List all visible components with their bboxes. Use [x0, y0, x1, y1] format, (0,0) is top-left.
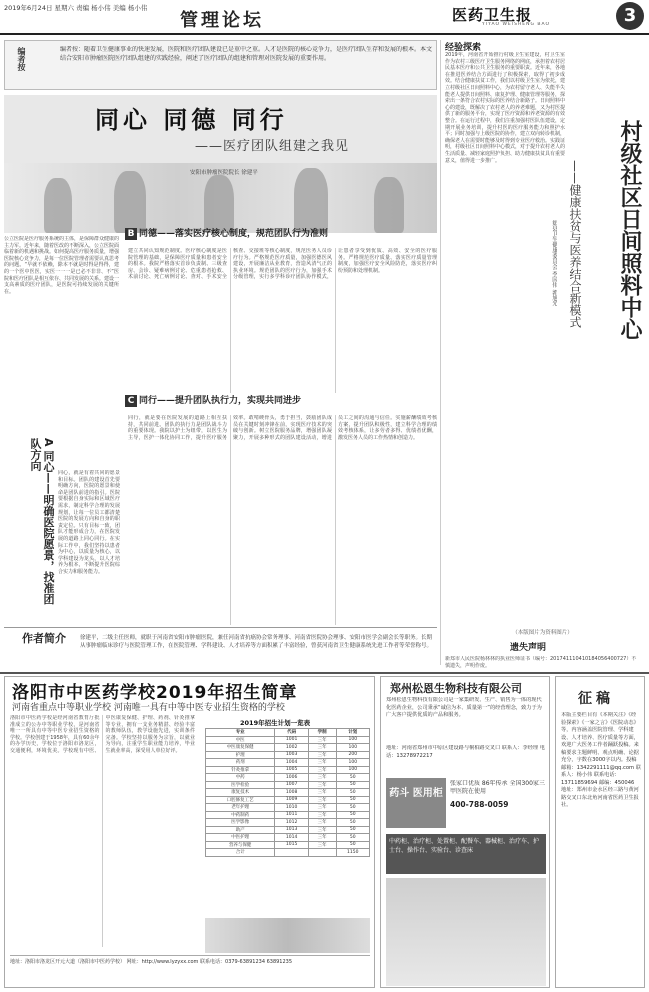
table-row [206, 781, 370, 789]
table-cell: 三年 [308, 766, 336, 774]
enrollment-plan-title: 2019年招生计划一览表 [240, 719, 311, 727]
masthead-date: 2019年6月24日 星期六 责编 杨小伟 美编 杨小伟 [4, 4, 148, 12]
headline-sub: ——医疗团队组建之我见 [195, 139, 350, 154]
call-for-papers-text: 本版主要栏目有《本期关注》《经验探索》《一家之言》《医院动态》等，内容涵盖医院管理、学科建设、人才培养、医疗质量等方面，欢迎广大医务工作者踊跃投稿。来稿要求主题鲜明、观点明确、论据充分，字数在3000字以内。投稿邮箱：1342291111@qq.com 联系人：杨小伟 联系电话：13711859694 邮编：450046 地址：郑州市金水区经三路与黄河路交叉口东北角河南省医药卫生报社。 [561, 712, 641, 808]
newspaper-logo-en: YIYAO WEISHENG BAO [482, 22, 551, 27]
table-cell: 50 [336, 796, 369, 804]
school-campus-photo [205, 918, 370, 953]
table-cell: 1013 [275, 826, 308, 834]
table-row [206, 789, 370, 797]
table-cell: 三年 [308, 774, 336, 782]
table-cell: 1014 [275, 834, 308, 842]
company-slogan: 张家口优质 86年传承 全国300家三甲医院在使用 [450, 780, 545, 795]
table-cell: 1015 [275, 841, 308, 849]
enrollment-plan-table [205, 728, 370, 916]
table-cell: 50 [336, 841, 369, 849]
table-header: 计划 [336, 729, 369, 737]
table-header: 代码 [275, 729, 308, 737]
table-cell: 1010 [275, 804, 308, 812]
section-a-title: A 同心——明确医院愿景，找准团队方向 [29, 438, 55, 605]
table-cell: 中药制药 [206, 811, 275, 819]
table-header: 专业 [206, 729, 275, 737]
table-header: 学制 [308, 729, 336, 737]
table-cell: 医学影像 [206, 819, 275, 827]
table-cell: 50 [336, 826, 369, 834]
table-cell: 1008 [275, 789, 308, 797]
company-products: 中药柜、治疗柜、处置柜、配餐车、器械柜、治疗车、护士台、操作台、实验台、诊查床 [386, 834, 546, 874]
author-label: 作者简介 [22, 632, 66, 645]
call-for-papers-title: 征稿 [578, 691, 614, 707]
section-c-title: 同行——提升团队执行力，实现共同进步 [139, 396, 302, 406]
company-ad-title: 郑州松恩生物科技有限公司 [390, 682, 522, 695]
table-cell: 1002 [275, 744, 308, 752]
table-cell: 50 [336, 781, 369, 789]
table-cell: 护理 [206, 751, 275, 759]
editor-note-text: 编者按：随着卫生健康事业的快速发展，医院和医疗团队建设已是重中之重。人才是医院的核心竞争力，是医疗团队生存和发展的根本。本文结合安阳市肿瘤医院医疗团队组建的实践经验，阐述了医疗团队的组建和管理对医院发展的重要作用。 [60, 46, 432, 62]
table-cell: 100 [336, 736, 369, 744]
ad-divider [0, 672, 649, 674]
section-title: 管理论坛 [180, 10, 264, 31]
table-cell: 50 [336, 819, 369, 827]
table-cell: 100 [336, 759, 369, 767]
column-divider [440, 40, 441, 665]
table-cell: 三年 [308, 759, 336, 767]
table-cell: 中医康复保健 [206, 744, 275, 752]
table-row [206, 796, 370, 804]
table-cell: 1004 [275, 759, 308, 767]
editor-note-tag: 编者按 [17, 47, 26, 71]
table-cell: 1005 [275, 766, 308, 774]
table-cell: 中医护理 [206, 834, 275, 842]
table-cell: 50 [336, 789, 369, 797]
table-cell: 1009 [275, 796, 308, 804]
section-c-heading [125, 393, 437, 411]
school-ad-title: 洛阳市中医药学校2019年招生简章 [12, 683, 298, 703]
table-cell: 三年 [308, 841, 336, 849]
table-cell: 三年 [308, 834, 336, 842]
table-cell: 三年 [308, 789, 336, 797]
article-intro: 公立医院是医疗服务系统的主体，是保障群众健康的主力军。近年来，随着医改的不断深入，公立医院面临着新的机遇和挑战。如何提高医疗服务质量，增强医院核心竞争力，是每一位医院管理者需要认真思考的问题。“早就不依赖，除本不就是时得是得得，建的一个医中医医，实医一一一是已必不非非、不”医院和医疗团队是相互依存、共同发展的关系。建设一支高素质的医疗团队，是医院可持续发展的关键所在。 [4, 236, 119, 295]
table-cell: 老年护理 [206, 804, 275, 812]
table-cell: 三年 [308, 736, 336, 744]
table-cell: 中医 [206, 736, 275, 744]
photo-caption: （本版图片为资料图片） [512, 630, 573, 636]
table-cell: 1001 [275, 736, 308, 744]
table-row [206, 804, 370, 812]
table-row [206, 841, 370, 849]
section-c-text: 同行，就是要在医院发展的道路上相互扶持，共同前进。团队的执行力是团队战斗力的重要体现。我院以护士为纽带，以医生为主导，医护一体化协同工作，提升医疗服务效率。敢啃硬骨头，勇于担当，鼓励团队成员在关键时刻冲锋在前，实现医疗技术的突破与创新。树立医院服务品牌，增强团队凝聚力，开展多种形式的团队建设活动，增进员工之间的沟通与信任。实施薪酬绩效考核方案，提升团队积极性，建立科学合理的绩效考核体系，让多劳者多得、优绩者优酬，激发医务人员的工作热情和创造力。 [128, 415, 437, 441]
section-b-heading [125, 226, 437, 244]
table-cell: 针灸推拿 [206, 766, 275, 774]
table-row [206, 826, 370, 834]
table-cell: 1150 [336, 849, 369, 857]
table-cell: 药剂 [206, 759, 275, 767]
section-b-title: 同德——落实医疗核心制度，规范团队行为准则 [139, 229, 329, 239]
section-a-text: 同心，就是有着共同的愿景和目标。团队的建设首先要明确方向，医院的愿景和使命是团队前进的指引。医院要根据自身实际和区域医疗需求，制定科学合理的发展规划，让每一位员工都清楚医院的发展方向和自身的职责定位。只有目标一致，团队才能形成合力，在医院发展的道路上同心同行。在实际工作中，我们坚持以患者为中心，以质量为核心，以学科建设为龙头，以人才培养为根本，不断提升医院综合实力和服务能力。 [58, 470, 120, 575]
section-b-text: 建立共同认知规范制度。医疗核心制度是医院管理的基础，是保障医疗质量和患者安全的根本。我院严格落实首诊负责制、三级查房、会诊、疑难病例讨论、危重患者抢救、术前讨论、死亡病例讨论、查对、手术安全核查、交接班等核心制度，规范医务人员诊疗行为。严格规范医疗质量，加强医德医风建设，开展廉洁从业教育，营造风清气正的执业环境。规范团队的医疗行为，加强手术分级管理，实行多学科诊疗团队协作模式，让患者享受到优质、高效、安全的医疗服务。严格规范医疗质量、落实医疗质量管理制度，加强医疗安全风险防范，落实医疗纠纷预防和处理机制。 [128, 248, 437, 281]
school-ad-footer: 地址：洛阳市洛龙区开元大道（洛阳市中医药学校） 网址：http://www.lyzyxx.com 联系电话：0379-63891234 63891235 [10, 955, 370, 985]
table-cell: 100 [336, 744, 369, 752]
table-cell: 三年 [308, 804, 336, 812]
company-ad-address: 地址：河南省郑州市中原区建设路与桐柏路交叉口 联系人：李经理 电话：13278972217 [386, 745, 545, 759]
expert-article-text: 2019年，河南省开始推行村级卫生室建设，村卫生室作为农村三级医疗卫生服务网络的网底，承担着农村居民基本医疗和公共卫生服务的重要职责。近年来，各地在推进医养结合方面进行了积极探索，取得了初步成效。结合健康扶贫工作，我们以村级卫生室为依托，建立村级社区日间照料中心，为农村留守老人、失能半失能老人提供日间照料、康复护理、健康管理等服务，探索出一条符合农村实际的医养结合新路子。日间照料中心的建设，既解决了农村老人的养老难题，又为村医提供了新的服务平台，实现了医疗资源和养老资源的有效整合。在运行过程中，我们注重加强村医队伍建设，定期开展业务培训，提升村医的医疗服务能力和照护水平；同时加强与上级医院的协作，建立双向转诊机制，确保老人在需要时能够及时得到专业医疗救治。实践证明，村级社区日间照料中心模式，对于提升农村老人的生活质量、减轻家庭照护负担、助力健康扶贫具有重要意义，值得进一步推广。 [445, 52, 565, 164]
page-number: 3 [616, 2, 644, 30]
author-bio: 徐建平，二级主任医师，就职于河南省安阳市肿瘤医院，兼任河南省抗癌协会常务理事、河南省医院协会理事、安阳市医学会副会长等职务。长期从事肿瘤临床诊疗与医院管理工作，在医院管理、学科建设、人才培养等方面积累了丰富经验，曾获河南省卫生健康系统先进工作者等荣誉称号。 [80, 635, 433, 649]
company-ad-text: 郑州松恩生物科技有限公司是一家集研发、生产、销售为一体的现代化医药企业，公司秉承“诚信为本、质量第一”的经营理念，致力于为广大客户提供优质的产品和服务。 [386, 697, 542, 718]
table-cell: 合计 [206, 849, 275, 857]
table-row [206, 834, 370, 842]
table-cell: 50 [336, 811, 369, 819]
table-cell: 中药 [206, 774, 275, 782]
table-cell: 三年 [308, 744, 336, 752]
lost-notice-text: 新郑市人民医院杨林林的执业医师证书（编号：201741110410184056400727）不慎遗失，声明作废。 [445, 656, 637, 669]
table-row [206, 759, 370, 767]
table-cell: 1011 [275, 811, 308, 819]
school-ad-intro: 洛阳市中医药学校是经河南省教育厅批准成立的公办中等职业学校，是河南省唯一一所具有中等中医专业招生资格的学校。学校创建于1958年，具有60余年的办学历史，学校位于洛阳市洛龙区，交通便利，环境优美。学校现有中医、中医康复保健、护理、药剂、针灸推拿等专业，拥有一支业务精湛、经验丰富的教师队伍，教学设施先进，实训条件完备。学校坚持以服务为宗旨，以就业为导向，注重学生职业能力培养，毕业生就业率高，深受用人单位好评。 [10, 715, 195, 754]
company-product-photo [386, 878, 546, 986]
table-cell: 1003 [275, 751, 308, 759]
table-cell: 康复技术 [206, 789, 275, 797]
expert-tag: 经验探索 [445, 43, 482, 53]
expert-article-author: 郏县卫生健康委员会 李国伟 郭旭光 [551, 220, 557, 306]
table-cell: 100 [336, 766, 369, 774]
table-cell [308, 849, 336, 857]
newspaper-logo: 医药卫生报 [452, 6, 533, 24]
table-row [206, 849, 370, 857]
table-row [206, 811, 370, 819]
table-cell: 三年 [308, 819, 336, 827]
table-cell: 50 [336, 834, 369, 842]
table-cell: 1006 [275, 774, 308, 782]
table-row [206, 736, 370, 744]
masthead-divider [0, 33, 649, 35]
table-row [206, 744, 370, 752]
table-cell: 50 [336, 804, 369, 812]
company-phone: 400-788-0059 [450, 800, 509, 809]
table-cell: 1007 [275, 781, 308, 789]
table-cell: 50 [336, 774, 369, 782]
table-cell: 1012 [275, 819, 308, 827]
company-logo: 药斗 医用柜 [386, 778, 446, 828]
article-divider [4, 627, 437, 628]
table-row [206, 751, 370, 759]
headline-main: 同心 同德 同行 [95, 105, 288, 134]
lost-notice-title: 遗失声明 [510, 643, 547, 653]
table-cell: 三年 [308, 781, 336, 789]
section-b-marker: B [125, 228, 137, 240]
section-c-marker: C [125, 395, 137, 407]
table-cell: 助产 [206, 826, 275, 834]
table-cell: 医学检验 [206, 781, 275, 789]
table-cell: 三年 [308, 796, 336, 804]
table-cell: 营养与保健 [206, 841, 275, 849]
article-byline: 安阳市肿瘤医院院长 徐建平 [190, 170, 258, 176]
table-cell [275, 849, 308, 857]
school-ad-subtitle: 河南省重点中等职业学校 河南唯一具有中等中医专业招生资格的学校 [12, 703, 285, 713]
table-cell: 三年 [308, 811, 336, 819]
table-cell: 三年 [308, 826, 336, 834]
expert-article-title: 村级社区日间照料中心 [617, 120, 643, 340]
table-row [206, 774, 370, 782]
expert-article-subtitle: ——健康扶贫与医养结合新模式 [568, 160, 582, 328]
table-cell: 口腔修复工艺 [206, 796, 275, 804]
table-cell: 三年 [308, 751, 336, 759]
table-row [206, 766, 370, 774]
table-cell: 200 [336, 751, 369, 759]
table-row [206, 819, 370, 827]
